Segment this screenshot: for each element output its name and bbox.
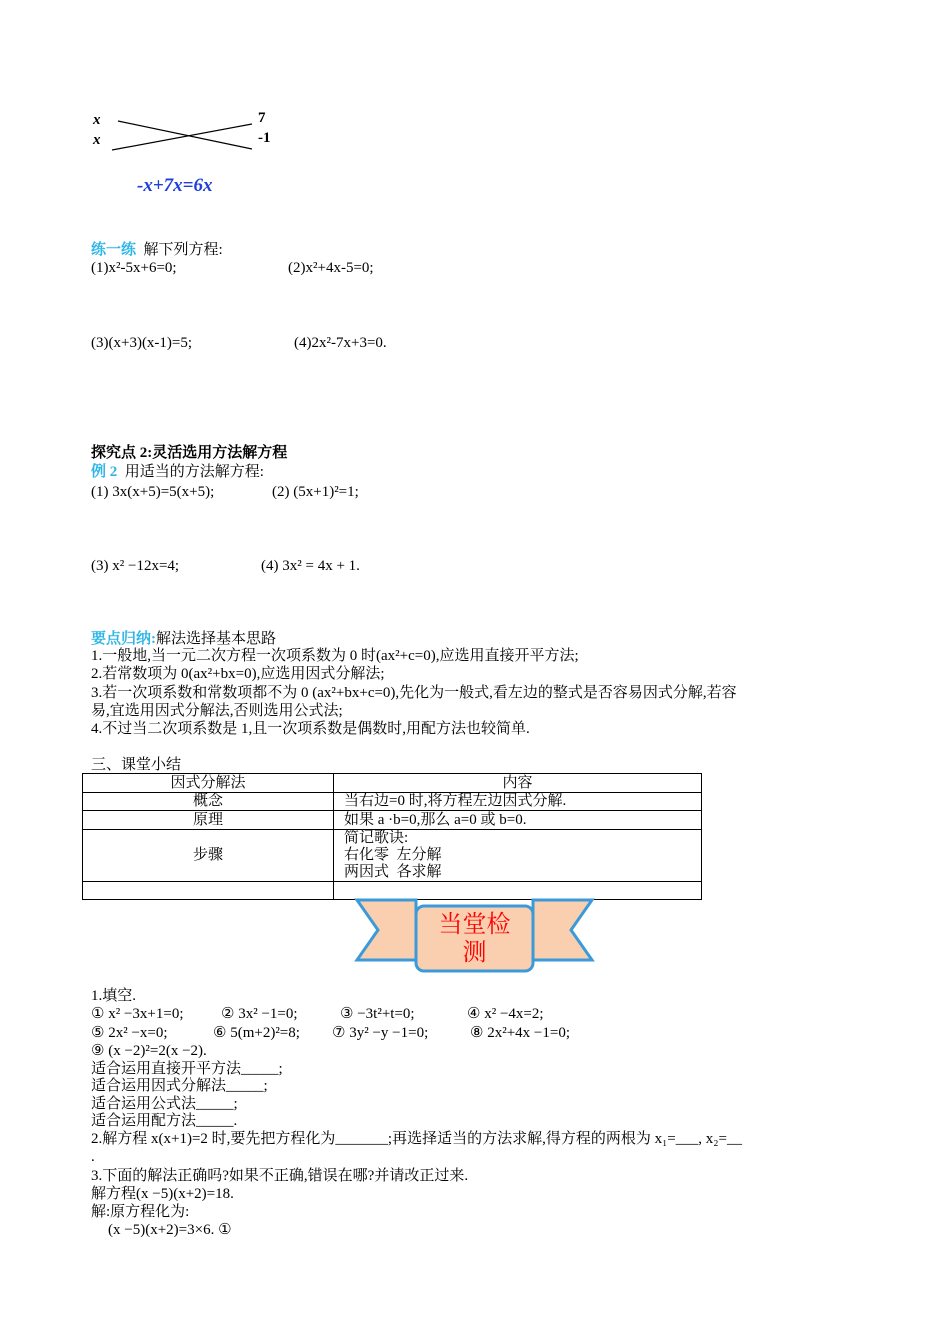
q1-item-3: ③ −3t²+t=0; (340, 1006, 415, 1022)
example2-3: (3) x² −12x=4; (91, 558, 180, 574)
explore2-heading: 探究点 2:灵活选用方法解方程 (91, 445, 288, 461)
keypoint-3b: 易,宜选用因式分解法,否则选用公式法; (91, 703, 343, 719)
q1-item-1: ① x² −3x+1=0; (91, 1006, 184, 1022)
example2-1: (1) 3x(x+5)=5(x+5); (91, 484, 215, 500)
practice-3: (3)(x+3)(x-1)=5; (91, 335, 193, 351)
summary-row4-right (334, 882, 702, 900)
keypoint-1: 1.一般地,当一元二次方程一次项系数为 0 时(ax²+c=0),应选用直接开平方法; (91, 648, 579, 664)
banner-title-line1: 当堂检 (438, 910, 511, 938)
summary-table (82, 773, 702, 900)
summary-header-left: 因式分解法 (83, 774, 334, 793)
summary-row3-line3: 两因式 各求解 (344, 864, 442, 880)
q1-item-9: ⑨ (x −2)²=2(x −2). (91, 1043, 207, 1059)
class-summary-title: 三、课堂小结 (91, 757, 182, 773)
practice-heading: 练一练 (91, 242, 137, 258)
q1-fill-4: 适合运用配方法_____. (91, 1113, 238, 1129)
example2-label: 例 2 (91, 464, 118, 480)
q1-item-5: ⑤ 2x² −x=0; (91, 1025, 168, 1041)
summary-row2-left: 原理 (83, 811, 334, 830)
cross-left-top: x (93, 112, 101, 128)
q1-title: 1.填空. (91, 988, 137, 1004)
summary-row3-right (334, 830, 702, 882)
keypoint-2: 2.若常数项为 0(ax²+bx=0),应选用因式分解法; (91, 666, 385, 682)
summary-row3-left: 步骤 (83, 830, 334, 882)
keypoints-header (91, 631, 276, 648)
q1-item-2: ② 3x² −1=0; (221, 1006, 298, 1022)
q3-equation: 解方程(x −5)(x+2)=18. (91, 1186, 234, 1202)
example2-header (91, 464, 264, 481)
q1-item-4: ④ x² −4x=2; (467, 1006, 544, 1022)
example2-2: (2) (5x+1)²=1; (272, 484, 359, 500)
practice-4: (4)2x²-7x+3=0. (294, 335, 387, 351)
q1-fill-2: 适合运用因式分解法_____; (91, 1078, 268, 1094)
keypoint-3a: 3.若一次项系数和常数项都不为 0 (ax²+bx+c=0),先化为一般式,看左边的整式是否容易因式分解,若容 (91, 685, 737, 701)
example2-4: (4) 3x² = 4x + 1. (261, 558, 360, 574)
q1-item-6: ⑥ 5(m+2)²=8; (213, 1025, 300, 1041)
summary-row4-left (83, 882, 334, 900)
practice-2: (2)x²+4x-5=0; (288, 260, 374, 276)
cross-lines (0, 0, 950, 200)
banner-title-line2: 测 (462, 938, 487, 966)
cross-left-bottom: x (93, 132, 101, 148)
summary-row2-right: 如果 a ·b=0,那么 a=0 或 b=0. (334, 811, 702, 830)
practice-header (91, 242, 223, 259)
example2-text: 用适当的方法解方程: (124, 464, 264, 480)
summary-header-right: 内容 (334, 774, 702, 793)
cross-right-bottom: -1 (258, 130, 271, 146)
q3-text: 3.下面的解法正确吗?如果不正确,错误在哪?并请改正过来. (91, 1168, 469, 1184)
summary-row3-line1: 简记歌诀: (344, 830, 409, 846)
q1-fill-1: 适合运用直接开平方法_____; (91, 1061, 283, 1077)
cross-right-top: 7 (258, 110, 266, 126)
practice-1: (1)x²-5x+6=0; (91, 260, 177, 276)
q3-solution: 解:原方程化为: (91, 1204, 190, 1220)
keypoint-4: 4.不过当二次项系数是 1,且一次项系数是偶数时,用配方法也较简单. (91, 721, 530, 737)
keypoints-heading: 要点归纳: (91, 631, 156, 647)
summary-row3-line2: 右化零 左分解 (344, 847, 442, 863)
q1-item-7: ⑦ 3y² −y −1=0; (332, 1025, 429, 1041)
practice-instruction: 解下列方程: (143, 242, 223, 258)
banner-title (416, 910, 533, 966)
cross-result: -x+7x=6x (137, 175, 213, 196)
keypoints-title: 解法选择基本思路 (156, 631, 277, 647)
summary-row1-right: 当右边=0 时,将方程左边因式分解. (334, 793, 702, 811)
q3-step: (x −5)(x+2)=3×6. ① (108, 1222, 232, 1238)
q2-text: 2.解方程 x(x+1)=2 时,要先把方程化为_______;再选择适当的方法求解,得方程的两根为 x₁=___, x₂=__ (91, 1131, 742, 1147)
q2-end: . (91, 1149, 95, 1165)
q1-item-8: ⑧ 2x²+4x −1=0; (470, 1025, 570, 1041)
q1-fill-3: 适合运用公式法_____; (91, 1096, 238, 1112)
summary-row1-left: 概念 (83, 793, 334, 811)
